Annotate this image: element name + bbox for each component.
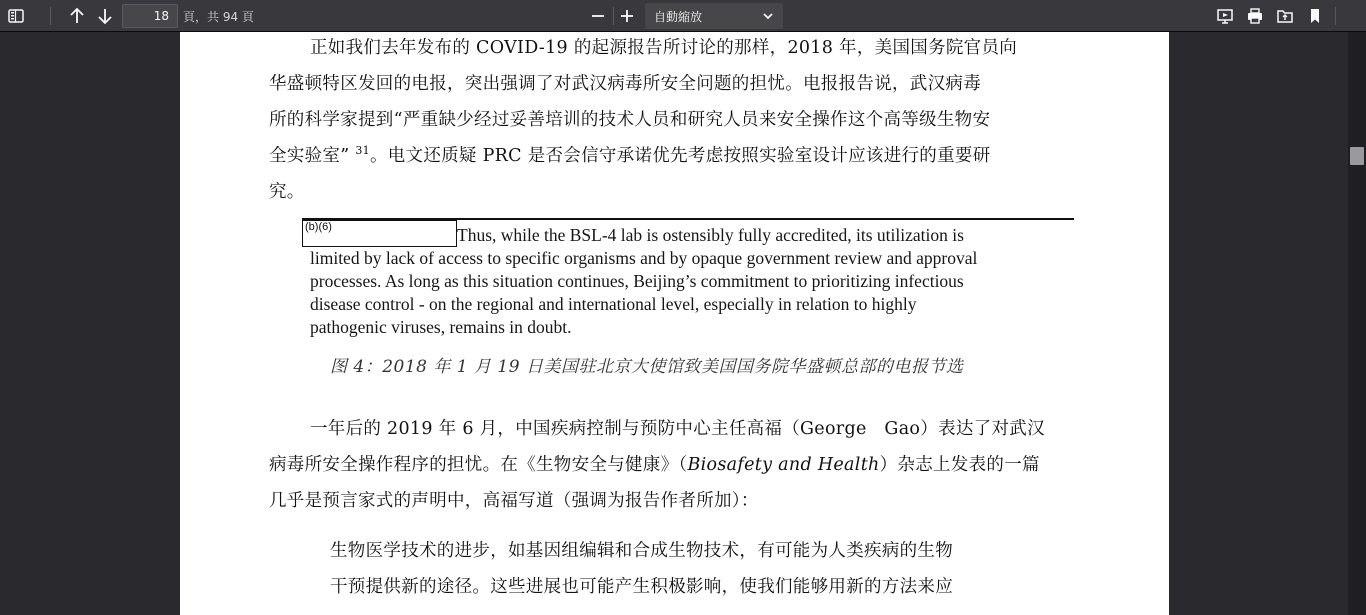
footnote-ref-31[interactable]: 31 xyxy=(355,144,370,158)
paragraph-text: 。电文还质疑 PRC 是否会信守承诺优先考虑按照实验室设计应该进行的重要研 xyxy=(369,146,991,166)
quote-line: 生物医学技术的进步，如基因组编辑和合成生物技术，有可能为人类疾病的生物 xyxy=(330,541,953,561)
toolbar-separator xyxy=(613,7,614,25)
paragraph-line: 正如我们去年发布的 COVID-19 的起源报告所讨论的那样，2018 年，美国国务院官员向 xyxy=(310,38,1018,58)
paragraph-line: 所的科学家提到“严重缺少经过妥善培训的技术人员和研究人员来安全操作这个高等级生物安 xyxy=(269,110,991,130)
bookmark-button[interactable] xyxy=(1303,4,1327,28)
scan-line: limited by lack of access to specific organisms and by opaque government review and approval xyxy=(310,248,978,268)
presentation-mode-button[interactable] xyxy=(1213,4,1237,28)
sidebar-toggle-button[interactable] xyxy=(4,4,28,28)
zoom-out-icon xyxy=(589,7,607,25)
toolbar xyxy=(0,0,1366,32)
zoom-in-button[interactable] xyxy=(615,4,639,28)
figure-caption: 图 4：2018 年 1 月 19 日美国驻北京大使馆致美国国务院华盛顿总部的电报节选 xyxy=(330,357,964,377)
scan-line: processes. As long as this situation continues, Beijing’s commitment to prioritizing infectious xyxy=(310,271,964,291)
chevron-down-icon xyxy=(762,10,774,22)
cable-excerpt-image xyxy=(302,218,1072,340)
sidebar-toggle-icon xyxy=(7,7,25,25)
paragraph-line: 几乎是预言家式的声明中，高福写道（强调为报告作者所加）： xyxy=(269,491,759,511)
quote-line: 干预提供新的途径。这些进展也可能产生积极影响，使我们能够用新的方法来应 xyxy=(330,577,953,597)
arrow-down-icon xyxy=(96,7,114,25)
paragraph-line: 华盛顿特区发回的电报，突出强调了对武汉病毒所安全问题的担忧。电报报告说，武汉病毒 xyxy=(269,74,981,94)
toolbar-separator xyxy=(1335,7,1336,25)
scan-line: Thus, while the BSL-4 lab is ostensibly fully accredited, its utilization is xyxy=(457,225,964,245)
redaction-box xyxy=(302,220,457,247)
vertical-scrollbar[interactable] xyxy=(1348,32,1366,615)
paragraph-text: ）杂志上发表的一篇 xyxy=(879,455,1040,475)
toolbar-separator xyxy=(50,7,51,25)
paragraph-text: 全实验室” xyxy=(269,146,350,166)
scan-line: pathogenic viruses, remains in doubt. xyxy=(310,317,572,337)
bookmark-icon xyxy=(1306,7,1324,25)
print-icon xyxy=(1246,7,1264,25)
paragraph-line xyxy=(269,142,991,167)
open-file-button[interactable] xyxy=(1273,4,1297,28)
zoom-out-button[interactable] xyxy=(586,4,610,28)
page-count-label: 頁，共 94 頁 xyxy=(183,10,254,24)
open-file-icon xyxy=(1276,7,1294,25)
document-viewer[interactable] xyxy=(0,32,1366,615)
zoom-select-value: 自動縮放 xyxy=(654,9,703,24)
zoom-in-icon xyxy=(618,7,636,25)
pdf-page xyxy=(180,32,1169,615)
scrollbar-thumb[interactable] xyxy=(1350,147,1364,165)
paragraph-text: 病毒所安全操作程序的担忧。在《生物安全与健康》（ xyxy=(269,455,688,475)
print-button[interactable] xyxy=(1243,4,1267,28)
scan-line: disease control - on the regional and international level, especially in relation to highly xyxy=(310,294,917,314)
paragraph-line xyxy=(269,451,1040,476)
presentation-icon xyxy=(1216,7,1234,25)
next-page-button[interactable] xyxy=(93,4,117,28)
page-number-input[interactable] xyxy=(122,4,178,28)
redaction-label: (b)(6) xyxy=(305,221,332,233)
paragraph-line: 一年后的 2019 年 6 月，中国疾病控制与预防中心主任高福（George Gao）表达了对武汉 xyxy=(310,419,1045,439)
previous-page-button[interactable] xyxy=(65,4,89,28)
arrow-up-icon xyxy=(68,7,86,25)
zoom-select[interactable] xyxy=(645,3,783,29)
journal-title: Biosafety and Health xyxy=(687,455,880,475)
paragraph-line: 究。 xyxy=(269,182,305,202)
